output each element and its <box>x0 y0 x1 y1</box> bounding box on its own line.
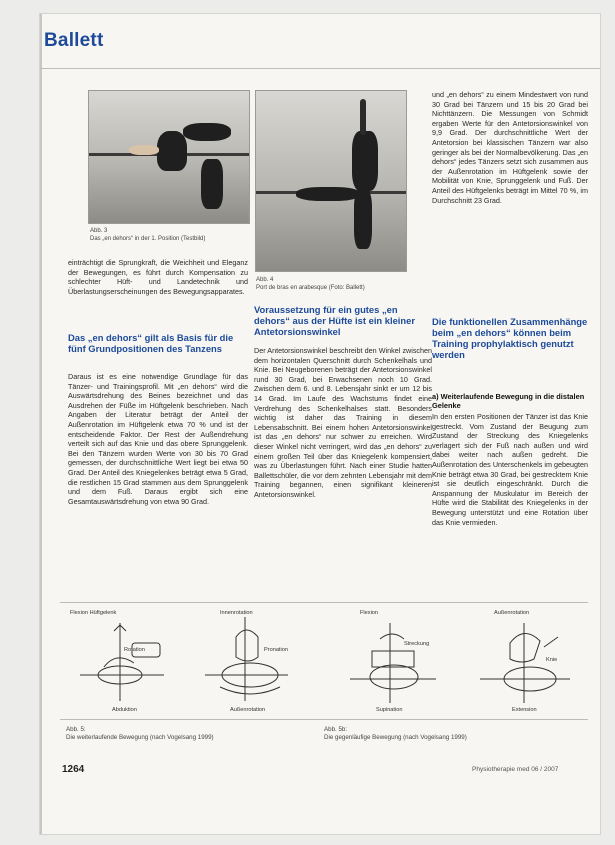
panel-4 <box>480 623 570 703</box>
col1-body: Daraus ist es eine notwendige Grundlage für das Tänzer- und Trainingsprofil. Mit „en dehors“ wird die Auswärtsdrehung des Beines bezeichnet und das Ausdrehen der Füße im Hüftgelenk beschrieben. Nach Angaben der Literatur beträgt der Anteil der Außenrotation im Hüftgelenk etwa 70 % und ist der entscheidende Faktor. Der Rest der Außendrehung verteilt sich auf das Knie und das obere Sprunggelenk. Bei den Tänzern wurden Werte von 30 bis 70 Grad gemessen, der durchschnittliche Wert liegt bei etwa 50 Grad. Der Anteil des Kniegelenkes beträgt etwa 5 Grad, die restlichen 15 Grad stammen aus dem Sprunggelenk und dem Fuß. Daraus ergibt sich eine Gesamtauswärtsdrehung von etwa 90 Grad. <box>68 372 248 506</box>
panel-4-bottom-label: Extension <box>512 707 537 713</box>
panel-3-top-label: Flexion <box>360 610 379 616</box>
col1-heading: Das „en dehors“ gilt als Basis für die fünf Grundpositionen des Tanzens <box>68 332 234 354</box>
col3-body: In den ersten Positionen der Tänzer ist das Knie gestreckt. Vom Zustand der Beugung zum Zustand der Streckung des Kniegelenks verlagert sich der Fuß nach außen und wird dabei weiter nach außen gedreht. Die Außenrotation des Unterschenkels im gebeugten Knie beträgt etwa 30 Grad, bei gestrecktem Knie ist sie deutlich eingeschränkt. Durch die Anspannung der Muskulatur im Bereich der Hüfte wird die Stabilität des Kniegelenks in der Bewegung unterstützt und eine Rotation über das Knie vermieden. <box>432 412 588 527</box>
dancer-photo-1 <box>88 90 250 224</box>
panel-3-side-label: Streckung <box>404 641 430 647</box>
col1-intro: einträchtigt die Sprungkraft, die Weichheit und Eleganz der Bewegungen, es führt durch Kompensation zu schlechter Hüft- und Landetechnik und Überlastungserscheinungen des Bewegungsapparates. <box>68 258 248 296</box>
figure-caption-left: Abb. 5: Die weiterlaufende Bewegung (nach Vogelsang 1999) <box>66 726 214 741</box>
header-band <box>40 26 600 69</box>
journal-footer: Physiotherapie med 06 / 2007 <box>472 766 559 773</box>
col2-heading: Voraussetzung für ein gutes „en dehors“ aus der Hüfte ist ein kleiner Antetorsionswinkel <box>254 304 415 337</box>
panel-2-top-label: Innenrotation <box>220 610 253 616</box>
panel-2-bottom-label: Außenrotation <box>230 707 266 713</box>
photo-2-caption: Abb. 4 Port de bras en arabesque (Foto: Ballett) <box>256 277 365 291</box>
panel-4-top-label: Außenrotation <box>494 610 530 616</box>
col3-intro: und „en dehors“ zu einem Mindestwert von rund 30 Grad bei Tänzern und 15 bis 20 Grad bei Nichttänzern. Die Messungen von Schmidt ergaben Werte für den Antetorsionswinkel von 9,9 Grad. Der durchschnittliche Wert der Antetorsion bei klassischen Tänzern war also geringer als bei der Normalbevölkerung. Das „en dehors“ jedes Tänzers setzt sich zusammen aus der Außenrotation im Hüftgelenk sowie der Mobilität von Knie, Sprunggelenk und Fuß. Der Anteil des Hüftgelenks beträgt im Mittel 70 %, im Durchschnitt 23 Grad. <box>432 90 588 205</box>
photo-1-caption: Abb. 3 Das „en dehors“ in der 1. Position (Testbild) <box>90 228 206 242</box>
anatomy-diagram <box>60 603 588 719</box>
col3-subheading: a) Weiterlaufende Bewegung in die distalen Gelenke <box>432 392 585 411</box>
panel-4-side-label: Knie <box>546 657 558 663</box>
panel-1-bottom-label: Abduktion <box>112 707 137 713</box>
page-number: 1264 <box>62 764 85 775</box>
panel-1 <box>80 623 164 701</box>
anatomy-figure <box>60 602 588 720</box>
panel-3 <box>350 623 436 703</box>
journal-page <box>40 14 600 834</box>
col2-body: Der Antetorsionswinkel beschreibt den Winkel zwischen dem horizontalen Querschnitt durch Schenkelhals und Knie. Bei Neugeborenen beträgt der Antetorsionswinkel rund 30 Grad, bei Erwachsenen noch 10 Grad. Zwischen dem 6. und 8. Lebensjahr sinkt er um 12 bis 14 Grad. Im Laufe des Wachstums findet eine Verdrehung des Schenkelhalses statt. Besonders wichtig ist daher das Training in diesem Lebensabschnitt. Bei einem hohen Antetorsionswinkel ist das „en dehors“ nur schwer zu erreichen. Wird dieser Winkel nicht verringert, wird das „en dehors“ zu einem großen Teil über das Kniegelenk kompensiert, was zu Überlastungen führt. Nach einer Studie hatten Ballettschüler, die vor dem zehnten Lebensjahr mit dem Training begannen, einen signifikant kleineren Antetorsionswinkel. <box>254 346 432 499</box>
panel-3-bottom-label: Supination <box>376 707 403 713</box>
figure-caption-right: Abb. 5b: Die gegenläufige Bewegung (nach Vogelsang 1999) <box>324 726 467 741</box>
col3-heading: Die funktionellen Zusammenhänge beim „en dehors“ können beim Training prophylaktisch genutzt werden <box>432 316 588 360</box>
panel-1-top-label: Flexion Hüftgelenk <box>70 610 117 616</box>
section-title: Ballett <box>44 30 104 51</box>
panel-1-side-label: Rotation <box>124 647 145 653</box>
dancer-photo-2 <box>255 90 407 272</box>
panel-2 <box>205 617 288 701</box>
panel-2-side-label: Pronation <box>264 647 288 653</box>
